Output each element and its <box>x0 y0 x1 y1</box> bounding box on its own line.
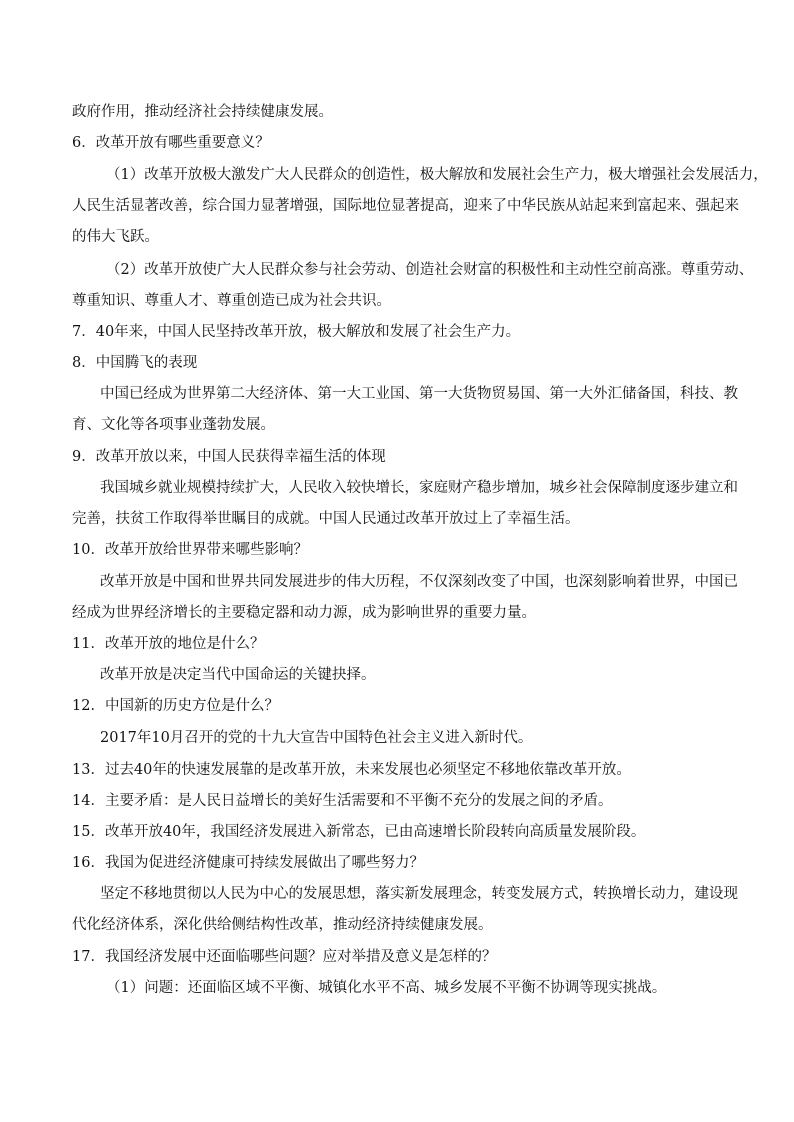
question-heading: 16．我国为促进经济健康可持续发展做出了哪些努力？ <box>72 855 424 871</box>
paragraph-line: 我国城乡就业规模持续扩大，人民收入较快增长，家庭财产稳步增加，城乡社会保障制度逐步建立和 <box>100 480 738 496</box>
question-heading: 12．中国新的历史方位是什么？ <box>72 698 279 714</box>
paragraph-line: 代化经济体系，深化供给侧结构性改革，推动经济持续健康发展。 <box>72 917 493 933</box>
paragraph-line: 改革开放是中国和世界共同发展进步的伟大历程，不仅深刻改变了中国，也深刻影响着世界，中国已 <box>100 574 738 590</box>
paragraph-line: 2017年10月召开的党的十九大宣告中国特色社会主义进入新时代。 <box>100 730 533 746</box>
paragraph-line: （1）问题：还面临区域不平衡、城镇化水平不高、城乡发展不平衡不协调等现实挑战。 <box>106 980 667 996</box>
question-heading: 15．改革开放40年，我国经济发展进入新常态，已由高速增长阶段转向高质量发展阶段。 <box>72 824 646 840</box>
question-heading: 6．改革开放有哪些重要意义？ <box>72 135 270 151</box>
paragraph-line: （1）改革开放极大激发广大人民群众的创造性，极大解放和发展社会生产力，极大增强社会发展活力， <box>106 167 768 183</box>
paragraph-line: 人民生活显著改善，综合国力显著增强，国际地位显著提高，迎来了中华民族从站起来到富起来、强起来 <box>72 198 739 214</box>
question-heading: 13．过去40年的快速发展靠的是改革开放，未来发展也必须坚定不移地依靠改革开放。 <box>72 762 631 778</box>
question-heading: 11．改革开放的地位是什么？ <box>72 636 265 652</box>
question-heading: 8．中国腾飞的表现 <box>72 355 198 371</box>
paragraph-line: 完善，扶贫工作取得举世瞩目的成就。中国人民通过改革开放过上了幸福生活。 <box>72 511 580 527</box>
paragraph-line: 政府作用，推动经济社会持续健康发展。 <box>72 104 333 120</box>
paragraph-line: 改革开放是决定当代中国命运的关键抉择。 <box>100 667 376 683</box>
paragraph-line: 坚定不移地贯彻以人民为中心的发展思想，落实新发展理念，转变发展方式，转换增长动力，建设现 <box>100 886 738 902</box>
paragraph-line: 经成为世界经济增长的主要稳定器和动力源，成为影响世界的重要力量。 <box>72 605 536 621</box>
paragraph-line: 育、文化等各项事业蓬勃发展。 <box>72 417 275 433</box>
paragraph-line: 中国已经成为世界第二大经济体、第一大工业国、第一大货物贸易国、第一大外汇储备国，科技、教 <box>100 386 738 402</box>
question-heading: 10．改革开放给世界带来哪些影响？ <box>72 542 308 558</box>
question-heading: 14．主要矛盾：是人民日益增长的美好生活需要和不平衡不充分的发展之间的矛盾。 <box>72 793 613 809</box>
question-heading: 7．40年来，中国人民坚持改革开放，极大解放和发展了社会生产力。 <box>72 324 521 340</box>
question-heading: 9．改革开放以来，中国人民获得幸福生活的体现 <box>72 449 386 465</box>
paragraph-line: 的伟大飞跃。 <box>72 229 159 245</box>
paragraph-line: 尊重知识、尊重人才、尊重创造已成为社会共识。 <box>72 293 391 309</box>
paragraph-line: （2）改革开放使广大人民群众参与社会劳动、创造社会财富的积极性和主动性空前高涨。尊重劳动、 <box>106 262 754 278</box>
question-heading: 17．我国经济发展中还面临哪些问题？应对举措及意义是怎样的？ <box>72 949 497 965</box>
